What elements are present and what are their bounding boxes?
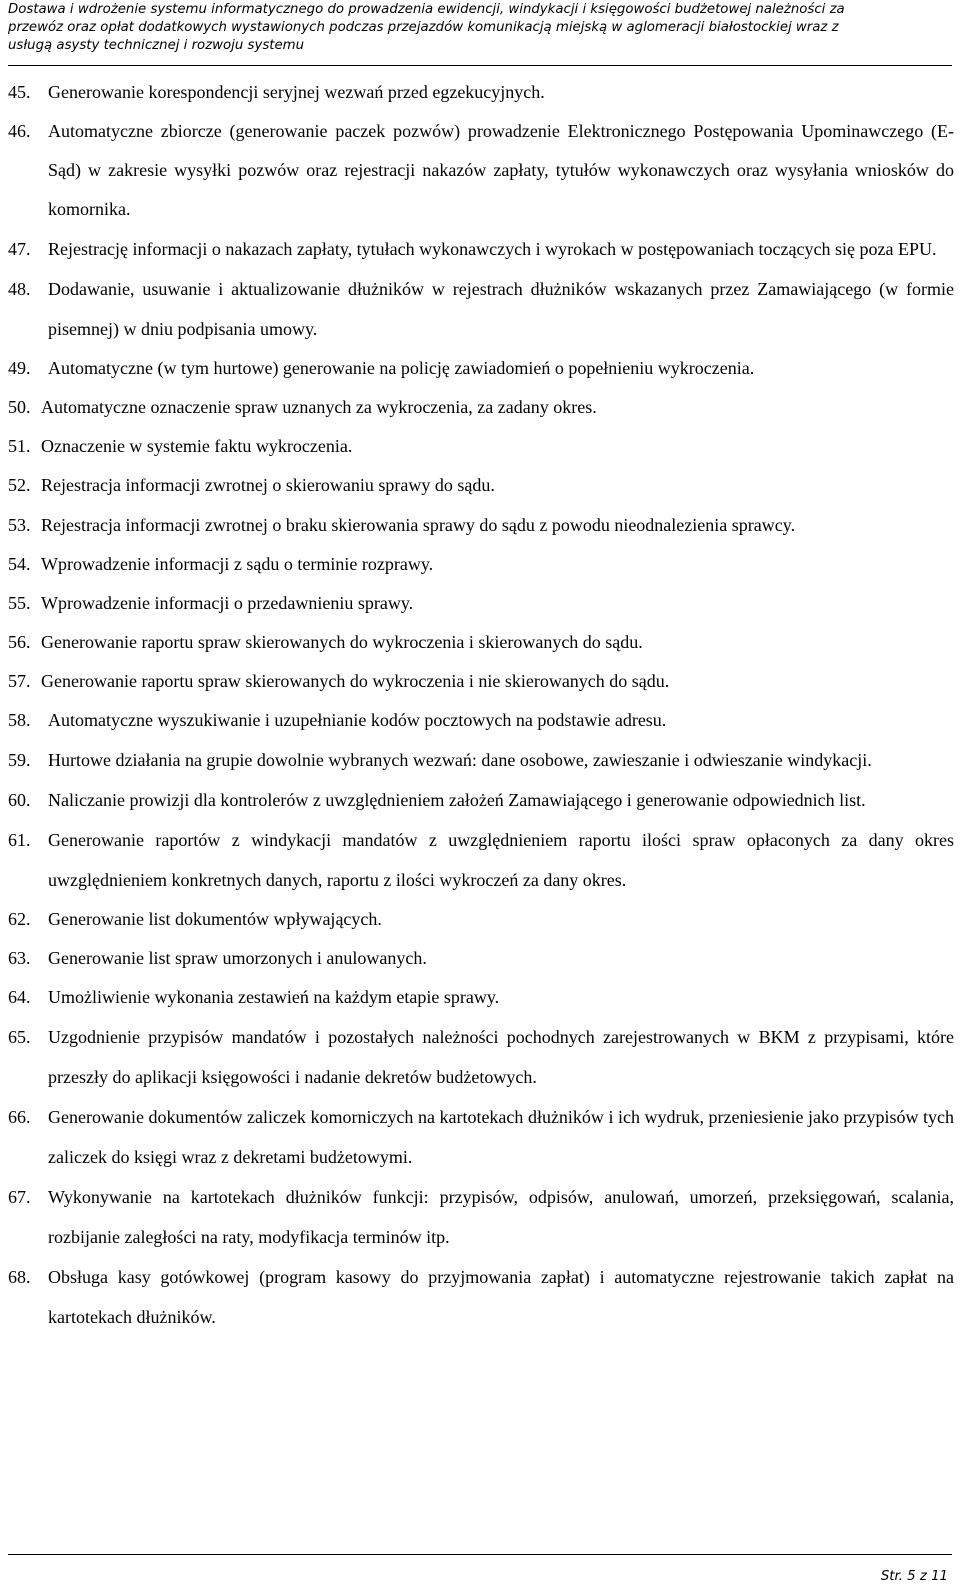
item-number: 54.	[8, 554, 31, 574]
item-number: 62.	[8, 909, 31, 929]
item-text: Automatyczne oznaczenie spraw uznanych za wykroczenia, za zadany okres.	[41, 397, 597, 417]
list-item	[8, 978, 954, 1017]
item-text: Oznaczenie w systemie faktu wykroczenia.	[41, 436, 353, 456]
list-item	[8, 545, 954, 584]
item-number: 48.	[8, 279, 31, 299]
item-number: 56.	[8, 632, 31, 652]
list-item	[8, 900, 954, 939]
item-number: 65.	[8, 1027, 31, 1047]
item-text: Uzgodnienie przypisów mandatów i pozostałych należności pochodnych zarejestrowanych w BKM z przypisami, które przeszły do aplikacji księgowości i nadanie dekretów budżetowych.	[48, 1027, 954, 1087]
list-item	[8, 623, 954, 662]
item-number: 58.	[8, 710, 31, 730]
list-item	[8, 229, 954, 269]
list-item	[8, 1257, 954, 1337]
item-number: 52.	[8, 475, 31, 495]
list-item	[8, 1097, 954, 1177]
item-number: 50.	[8, 397, 31, 417]
item-text: Naliczanie prowizji dla kontrolerów z uwzględnieniem założeń Zamawiającego i generowanie odpowiednich list.	[48, 790, 866, 810]
item-text: Generowanie dokumentów zaliczek komorniczych na kartotekach dłużników i ich wydruk, przeniesienie jako przypisów tych zaliczek do księgi wraz z dekretami budżetowymi.	[48, 1107, 954, 1167]
item-number: 61.	[8, 830, 31, 850]
item-text: Generowanie raportu spraw skierowanych do wykroczenia i nie skierowanych do sądu.	[41, 671, 670, 691]
item-number: 59.	[8, 750, 31, 770]
item-number: 67.	[8, 1187, 31, 1207]
header-line: przewóz oraz opłat dodatkowych wystawionych podczas przejazdów komunikacją miejską w aglomeracji białostockiej wraz z	[8, 20, 839, 35]
item-number: 46.	[8, 121, 31, 141]
item-number: 53.	[8, 515, 31, 535]
item-number: 68.	[8, 1267, 31, 1287]
item-text: Wprowadzenie informacji o przedawnieniu sprawy.	[41, 593, 414, 613]
page-footer	[8, 1554, 952, 1585]
item-text: Automatyczne zbiorcze (generowanie paczek pozwów) prowadzenie Elektronicznego Postępowania Upominawczego (E-Sąd) w zakresie wysyłki pozwów oraz rejestracji nakazów zapłaty, tytułów wykonawczych oraz wysyłania wniosków do komornika.	[48, 121, 954, 219]
item-text: Wykonywanie na kartotekach dłużników funkcji: przypisów, odpisów, anulowań, umorzeń, przeksięgowań, scalania, rozbijanie zaległości na raty, modyfikacja terminów itp.	[48, 1187, 954, 1247]
document-header	[8, 0, 952, 66]
item-text: Wprowadzenie informacji z sądu o terminie rozprawy.	[41, 554, 434, 574]
item-text: Generowanie list spraw umorzonych i anulowanych.	[48, 948, 427, 968]
list-item	[8, 269, 954, 349]
list-item	[8, 1017, 954, 1097]
item-text: Generowanie raportów z windykacji mandatów z uwzględnieniem raportu ilości spraw opłaconych za dany okres uwzględnieniem konkretnych danych, raportu z ilości wykroczeń za dany okres.	[48, 830, 954, 890]
list-item	[8, 349, 954, 388]
item-number: 57.	[8, 671, 31, 691]
list-item	[8, 505, 954, 545]
item-text: Obsługa kasy gotówkowej (program kasowy do przyjmowania zapłat) i automatyczne rejestrowanie takich zapłat na kartotekach dłużników.	[48, 1267, 954, 1327]
list-item	[8, 939, 954, 978]
item-text: Hurtowe działania na grupie dowolnie wybranych wezwań: dane osobowe, zawieszanie i odwieszanie windykacji.	[48, 750, 872, 770]
item-number: 49.	[8, 358, 31, 378]
list-item	[8, 662, 954, 701]
item-text: Generowanie list dokumentów wpływających.	[48, 909, 382, 929]
item-text: Automatyczne (w tym hurtowe) generowanie na policję zawiadomień o popełnieniu wykroczenia.	[48, 358, 755, 378]
header-line: usługą asysty technicznej i rozwoju systemu	[8, 38, 305, 53]
list-item	[8, 388, 954, 427]
item-text: Umożliwienie wykonania zestawień na każdym etapie sprawy.	[48, 987, 500, 1007]
list-item	[8, 1177, 954, 1257]
list-item	[8, 701, 954, 740]
item-number: 45.	[8, 82, 31, 102]
list-item	[8, 820, 954, 900]
requirements-list	[8, 73, 954, 1337]
item-number: 64.	[8, 987, 31, 1007]
list-item	[8, 780, 954, 820]
item-text: Generowanie raportu spraw skierowanych do wykroczenia i skierowanych do sądu.	[41, 632, 643, 652]
list-item	[8, 740, 954, 780]
item-text: Rejestracja informacji zwrotnej o braku skierowania sprawy do sądu z powodu nieodnalezienia sprawcy.	[41, 515, 796, 535]
item-text: Rejestracja informacji zwrotnej o skierowaniu sprawy do sądu.	[41, 475, 495, 495]
list-item	[8, 73, 954, 112]
item-number: 60.	[8, 790, 31, 810]
item-number: 47.	[8, 239, 31, 259]
item-number: 55.	[8, 593, 31, 613]
header-line: Dostawa i wdrożenie systemu informatycznego do prowadzenia ewidencji, windykacji i księgowości budżetowej należności za	[8, 2, 845, 17]
list-item	[8, 466, 954, 505]
list-item	[8, 112, 954, 229]
item-text: Generowanie korespondencji seryjnej wezwań przed egzekucyjnych.	[48, 82, 545, 102]
page-number: Str. 5 z 11	[880, 1569, 948, 1584]
list-item	[8, 584, 954, 623]
item-number: 66.	[8, 1107, 31, 1127]
list-item	[8, 427, 954, 466]
item-text: Dodawanie, usuwanie i aktualizowanie dłużników w rejestrach dłużników wskazanych przez Zamawiającego (w formie pisemnej) w dniu podpisania umowy.	[48, 279, 954, 339]
item-text: Automatyczne wyszukiwanie i uzupełnianie kodów pocztowych na podstawie adresu.	[48, 710, 667, 730]
item-text: Rejestrację informacji o nakazach zapłaty, tytułach wykonawczych i wyrokach w postępowaniach toczących się poza EPU.	[48, 239, 937, 259]
item-number: 51.	[8, 436, 31, 456]
item-number: 63.	[8, 948, 31, 968]
